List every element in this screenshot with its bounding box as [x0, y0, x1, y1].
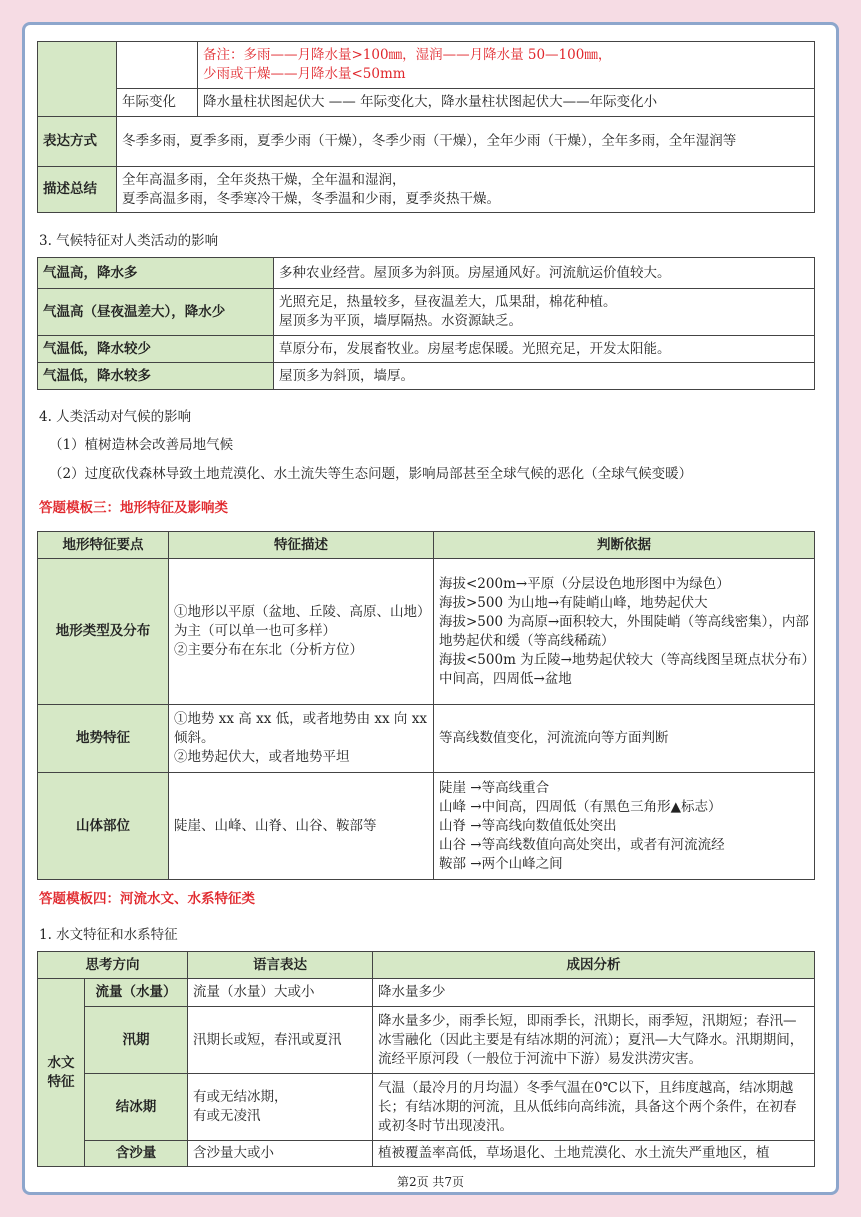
column-header: 语言表达	[188, 952, 373, 979]
note-line: 备注：多雨——月降水量>100㎜，湿润——月降水量 50—100㎜，	[203, 47, 612, 63]
document-page	[22, 22, 839, 1195]
precip-table	[37, 41, 815, 213]
note-line: 少雨或干燥——月降水量<50mm	[203, 66, 406, 82]
text-line: ①地形以平原（盆地、丘陵、高原、山地）为主（可以单一也可多样）	[174, 604, 424, 639]
list-item: （2）过度砍伐森林导致土地荒漠化、水土流失等生态问题，影响局部甚至全球气候的恶化（全球气候变暖）	[49, 466, 693, 482]
climate-label: 气温高（昼夜温差大），降水少	[38, 289, 274, 336]
climate-text	[274, 289, 815, 336]
water-label: 含沙量	[85, 1141, 188, 1167]
climate-impact-table	[37, 257, 815, 390]
precip-note	[198, 42, 815, 89]
annual-text: 降水量柱状图起伏大 —— 年际变化大，降水量柱状图起伏大——年际变化小	[198, 89, 815, 117]
column-header: 地形特征要点	[38, 532, 169, 559]
text-line: 山谷 →等高线数值向高处突出，或者有河流流经	[439, 836, 725, 853]
terrain-desc: 陡崖、山峰、山脊、山谷、鞍部等	[169, 773, 434, 880]
table-cell	[117, 42, 198, 89]
terrain-desc	[169, 559, 434, 705]
text-line: 山峰 →中间高，四周低（有黑色三角形▲标志）	[439, 798, 722, 815]
text-line: 中间高，四周低→盆地	[439, 670, 572, 687]
text-line: 有或无凌汛	[193, 1108, 261, 1124]
column-header: 成因分析	[373, 952, 815, 979]
water-label: 汛期	[85, 1007, 188, 1074]
text-line: 鞍部 →两个山峰之间	[439, 855, 563, 872]
summary-line: 夏季高温多雨，冬季寒冷干燥，冬季温和少雨，夏季炎热干燥。	[122, 190, 500, 207]
column-header: 思考方向	[38, 952, 188, 979]
table-cell	[38, 42, 117, 117]
terrain-label: 地势特征	[38, 705, 169, 773]
list-item: （1）植树造林会改善局地气候	[49, 437, 234, 453]
text-line: 光照充足，热量较多，昼夜温差大，瓜果甜，棉花种植。	[279, 294, 617, 310]
annual-label: 年际变化	[117, 89, 198, 117]
climate-label: 气温高，降水多	[38, 258, 274, 289]
water-cause: 植被覆盖率高低，草场退化、土地荒漠化、水土流失严重地区，植	[373, 1141, 815, 1167]
summary-text	[117, 167, 815, 213]
section-title: 4. 人类活动对气候的影响	[39, 409, 192, 425]
text-line: 有或无结冰期，	[193, 1089, 288, 1105]
text-line: 海拔>500 为山地→有陡峭山峰，地势起伏大	[439, 594, 708, 611]
water-expr: 汛期长或短，春汛或夏汛	[188, 1007, 373, 1074]
terrain-table	[37, 531, 815, 880]
terrain-desc	[169, 705, 434, 773]
water-table	[37, 951, 815, 1167]
text-line: 海拔>500 为高原→面积较大，外围陡峭（等高线密集），内部地势起伏和缓（等高线稀疏）	[439, 613, 809, 649]
water-expr: 流量（水量）大或小	[188, 979, 373, 1007]
text-line: 屋顶多为平顶，墙厚隔热。水资源缺乏。	[279, 313, 522, 329]
section-title: 3. 气候特征对人类活动的影响	[39, 233, 219, 249]
climate-label: 气温低，降水较少	[38, 336, 274, 363]
column-header: 判断依据	[434, 532, 815, 559]
section-title: 1. 水文特征和水系特征	[39, 927, 178, 943]
summary-label: 描述总结	[38, 167, 117, 213]
text-line: 山脊 →等高线向数值低处突出	[439, 817, 617, 834]
climate-text: 多种农业经营。屋顶多为斜顶。房屋通风好。河流航运价值较大。	[274, 258, 815, 289]
text-line: ②主要分布在东北（分析方位）	[174, 642, 363, 658]
water-expr: 含沙量大或小	[188, 1141, 373, 1167]
page-footer: 第2页 共7页	[396, 1175, 465, 1189]
text-line: 海拔<200m→平原（分层设色地形图中为绿色）	[439, 575, 730, 592]
text-line: ②地势起伏大，或者地势平坦	[174, 749, 350, 765]
terrain-label: 山体部位	[38, 773, 169, 880]
column-header: 特征描述	[169, 532, 434, 559]
template-heading: 答题模板四：河流水文、水系特征类	[39, 891, 255, 907]
terrain-basis: 等高线数值变化，河流流向等方面判断	[434, 705, 815, 773]
expr-text: 冬季多雨，夏季多雨，夏季少雨（干燥），冬季少雨（干燥），全年少雨（干燥），全年多雨，全年湿润等	[117, 117, 815, 167]
terrain-label: 地形类型及分布	[38, 559, 169, 705]
expr-label: 表达方式	[38, 117, 117, 167]
terrain-basis	[434, 773, 815, 880]
climate-text: 屋顶多为斜顶，墙厚。	[274, 363, 815, 390]
text-line: ①地势 xx 高 xx 低，或者地势由 xx 向 xx 倾斜。	[174, 711, 427, 746]
water-cause: 降水量多少	[373, 979, 815, 1007]
water-cause: 气温（最冷月的月均温）冬季气温在0℃以下，且纬度越高，结冰期越长；有结冰期的河流，且从低纬向高纬流，具备这个两个条件，在初春或初冬时节出现凌汛。	[373, 1074, 815, 1141]
water-label: 结冰期	[85, 1074, 188, 1141]
template-heading: 答题模板三：地形特征及影响类	[39, 500, 228, 516]
water-cause: 降水量多少，雨季长短，即雨季长，汛期长，雨季短，汛期短；春汛—冰雪融化（因此主要是有结冰期的河流）；夏汛—大气降水。汛期期间，流经平原河段（一般位于河流中下游）易发洪涝灾害。	[373, 1007, 815, 1074]
water-label: 流量（水量）	[85, 979, 188, 1007]
water-group-label: 水文特征	[38, 979, 85, 1167]
terrain-basis	[434, 559, 815, 705]
summary-line: 全年高温多雨，全年炎热干燥，全年温和湿润，	[122, 171, 406, 188]
text-line: 海拔<500m 为丘陵→地势起伏较大（等高线图呈斑点状分布）	[439, 651, 815, 668]
water-expr	[188, 1074, 373, 1141]
climate-label: 气温低，降水较多	[38, 363, 274, 390]
text-line: 陡崖 →等高线重合	[439, 779, 550, 796]
climate-text: 草原分布，发展畜牧业。房屋考虑保暖。光照充足，开发太阳能。	[274, 336, 815, 363]
